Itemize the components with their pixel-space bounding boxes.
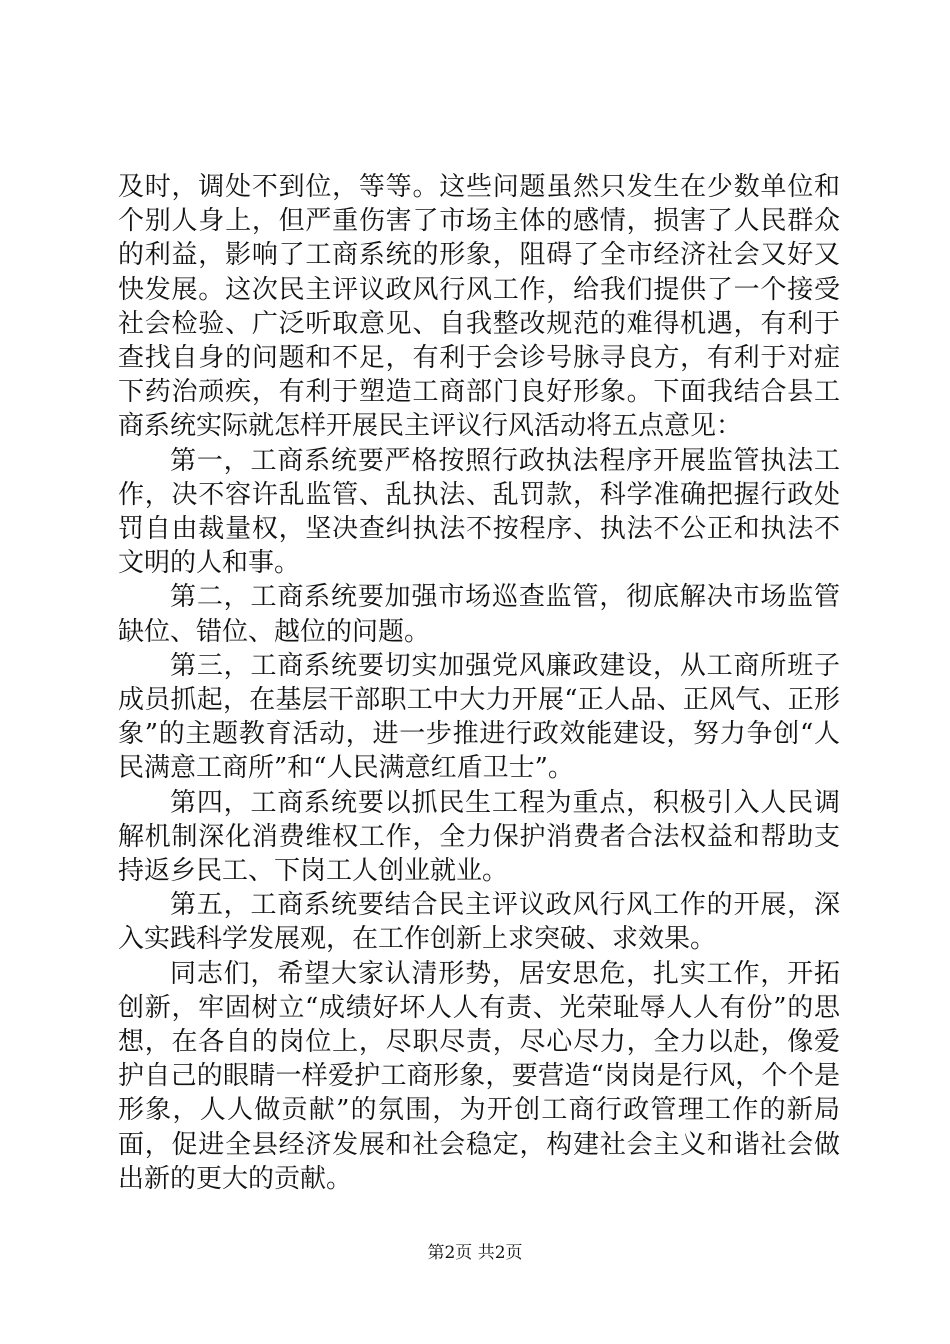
paragraph-continuation: 及时，调处不到位，等等。这些问题虽然只发生在少数单位和个别人身上，但严重伤害了市场主体的感情，损害了人民群众的利益，影响了工商系统的形象，阻碍了全市经济社会又好又快发展。这次民主评议政风行风工作，给我们提供了一个接受社会检验、广泛听取意见、自我整改规范的难得机遇，有利于查找自身的问题和不足，有利于会诊号脉寻良方，有利于对症下药治顽疾，有利于塑造工商部门良好形象。下面我结合县工商系统实际就怎样开展民主评议行风活动将五点意见： [118, 172, 840, 442]
paragraph-point-two: 第二，工商系统要加强市场巡查监管，彻底解决市场监管缺位、错位、越位的问题。 [118, 582, 840, 647]
page-number-footer: 第2页 共2页 [427, 1243, 523, 1263]
paragraph-point-one: 第一，工商系统要严格按照行政执法程序开展监管执法工作，决不容许乱监管、乱执法、乱罚款，科学准确把握行政处罚自由裁量权，坚决查纠执法不按程序、执法不公正和执法不文明的人和事。 [118, 445, 840, 579]
paragraph-point-four: 第四，工商系统要以抓民生工程为重点，积极引入人民调解机制深化消费维权工作，全力保护消费者合法权益和帮助支持返乡民工、下岗工人创业就业。 [118, 787, 840, 887]
paragraph-point-five: 第五，工商系统要结合民主评议政风行风工作的开展，深入实践科学发展观，在工作创新上求突破、求效果。 [118, 890, 840, 955]
document-body [118, 170, 840, 1196]
paragraph-closing: 同志们，希望大家认清形势，居安思危，扎实工作，开拓创新，牢固树立“成绩好坏人人有责、光荣耻辱人人有份”的思想，在各自的岗位上，尽职尽责，尽心尽力，全力以赴，像爱护自己的眼睛一样爱护工商形象，要营造“岗岗是行风，个个是形象，人人做贡献”的氛围，为开创工商行政管理工作的新局面，促进全县经济发展和社会稳定，构建社会主义和谐社会做出新的更大的贡献。 [118, 958, 840, 1194]
paragraph-point-three: 第三，工商系统要切实加强党风廉政建设，从工商所班子成员抓起，在基层干部职工中大力开展“正人品、正风气、正形象”的主题教育活动，进一步推进行政效能建设，努力争创“人民满意工商所”和“人民满意红盾卫士”。 [118, 650, 840, 784]
